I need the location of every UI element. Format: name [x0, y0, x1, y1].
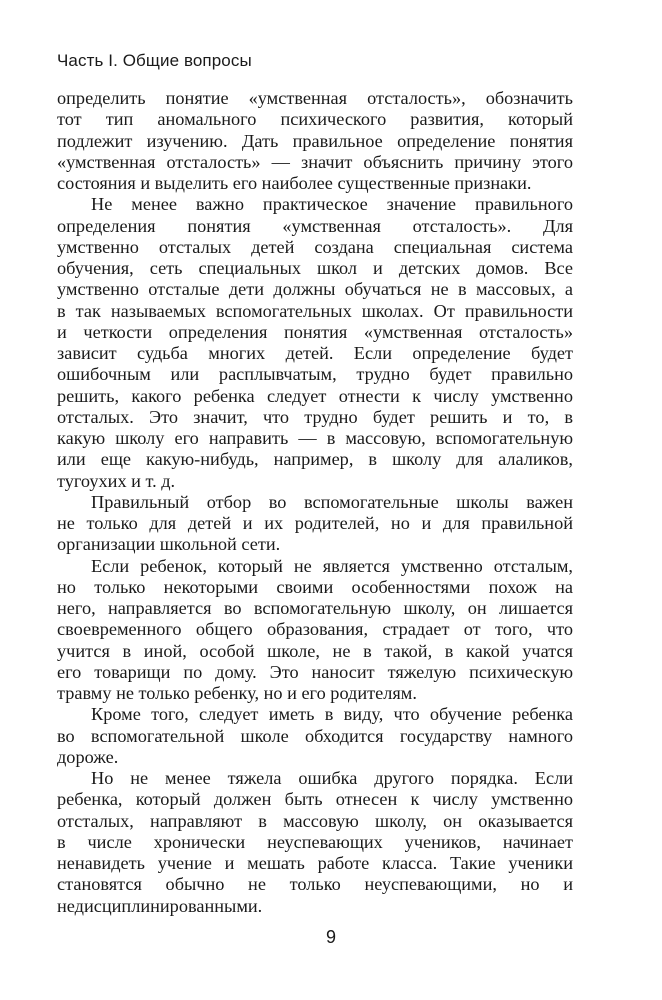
text-line: какую школу его направить — в массовую, вспомогательную	[57, 428, 573, 448]
text-line: и четкости определения понятия «умственная отсталость»	[57, 321, 573, 342]
text-line: Кроме того, следует иметь в виду, что обучение ребенка	[91, 704, 573, 725]
text-line: во вспомогательной школе обходится государству намного	[57, 725, 573, 746]
text-line: Правильный отбор во вспомогательные школы важен	[91, 491, 573, 512]
running-header: Часть I. Общие вопросы	[57, 51, 252, 70]
text-line: Не менее важно практическое значение правильного	[91, 194, 573, 215]
body-text	[57, 88, 573, 917]
text-line: недисциплинированными.	[57, 895, 263, 916]
text-line: «умственная отсталость» — значит объяснить причину этого	[57, 151, 573, 172]
text-line: тот тип аномального психического развития, который	[57, 109, 573, 130]
text-line: становятся обычно не только неуспевающими, но и	[57, 874, 573, 895]
text-line: отсталых. Это значит, что трудно будет решить и то, в	[57, 406, 573, 427]
text-line: своевременного общего образования, страдает от того, что	[57, 619, 573, 640]
text-line: ребенка, который должен быть отнесен к числу умственно	[57, 789, 573, 810]
text-line: дороже.	[57, 746, 119, 767]
text-line: травму не только ребенку, но и его родителям.	[57, 683, 417, 703]
text-line: него, направляется во вспомогательную школу, он лишается	[57, 598, 573, 618]
page-number: 9	[325, 927, 336, 947]
text-line: определить понятие «умственная отсталость», обозначить	[57, 88, 573, 108]
text-line: его товарищи по дому. Это наносит тяжелую психическую	[57, 661, 573, 682]
text-line: или еще какую-нибудь, например, в школу для алаликов,	[57, 449, 573, 470]
text-line: подлежит изучению. Дать правильное определение понятия	[57, 130, 573, 151]
text-line: ошибочным или расплывчатым, трудно будет правильно	[57, 364, 573, 385]
text-line: умственно отсталые дети должны обучаться не в массовых, а	[57, 279, 573, 300]
text-line: учится в иной, особой школе, не в такой, в какой учатся	[57, 640, 573, 661]
text-line: тугоухих и т. д.	[57, 470, 176, 491]
text-line: в так называемых вспомогательных школах. От правильности	[57, 300, 573, 321]
text-line: решить, какого ребенка следует отнести к числу умственно	[57, 385, 573, 406]
text-line: обучения, сеть специальных школ и детских домов. Все	[57, 258, 573, 278]
text-line: ненавидеть учение и мешать работе класса. Такие ученики	[57, 853, 573, 873]
text-line: но только некоторыми своими особенностями похож на	[57, 576, 573, 597]
text-line: организации школьной сети.	[57, 534, 281, 555]
text-line: умственно отсталых детей создана специальная система	[57, 236, 573, 257]
text-line: состояния и выделить его наиболее существенные признаки.	[57, 173, 532, 193]
text-line: Но не менее тяжела ошибка другого порядка. Если	[91, 768, 573, 788]
text-line: определения понятия «умственная отсталость». Для	[57, 215, 573, 236]
text-line: зависит судьба многих детей. Если определение будет	[57, 343, 573, 363]
text-line: Если ребенок, который не является умственно отсталым,	[91, 555, 573, 576]
text-line: отсталых, направляют в массовую школу, он оказывается	[57, 810, 573, 831]
text-line: в числе хронически неуспевающих учеников, начинает	[57, 831, 573, 852]
text-line: не только для детей и их родителей, но и для правильной	[57, 513, 573, 533]
